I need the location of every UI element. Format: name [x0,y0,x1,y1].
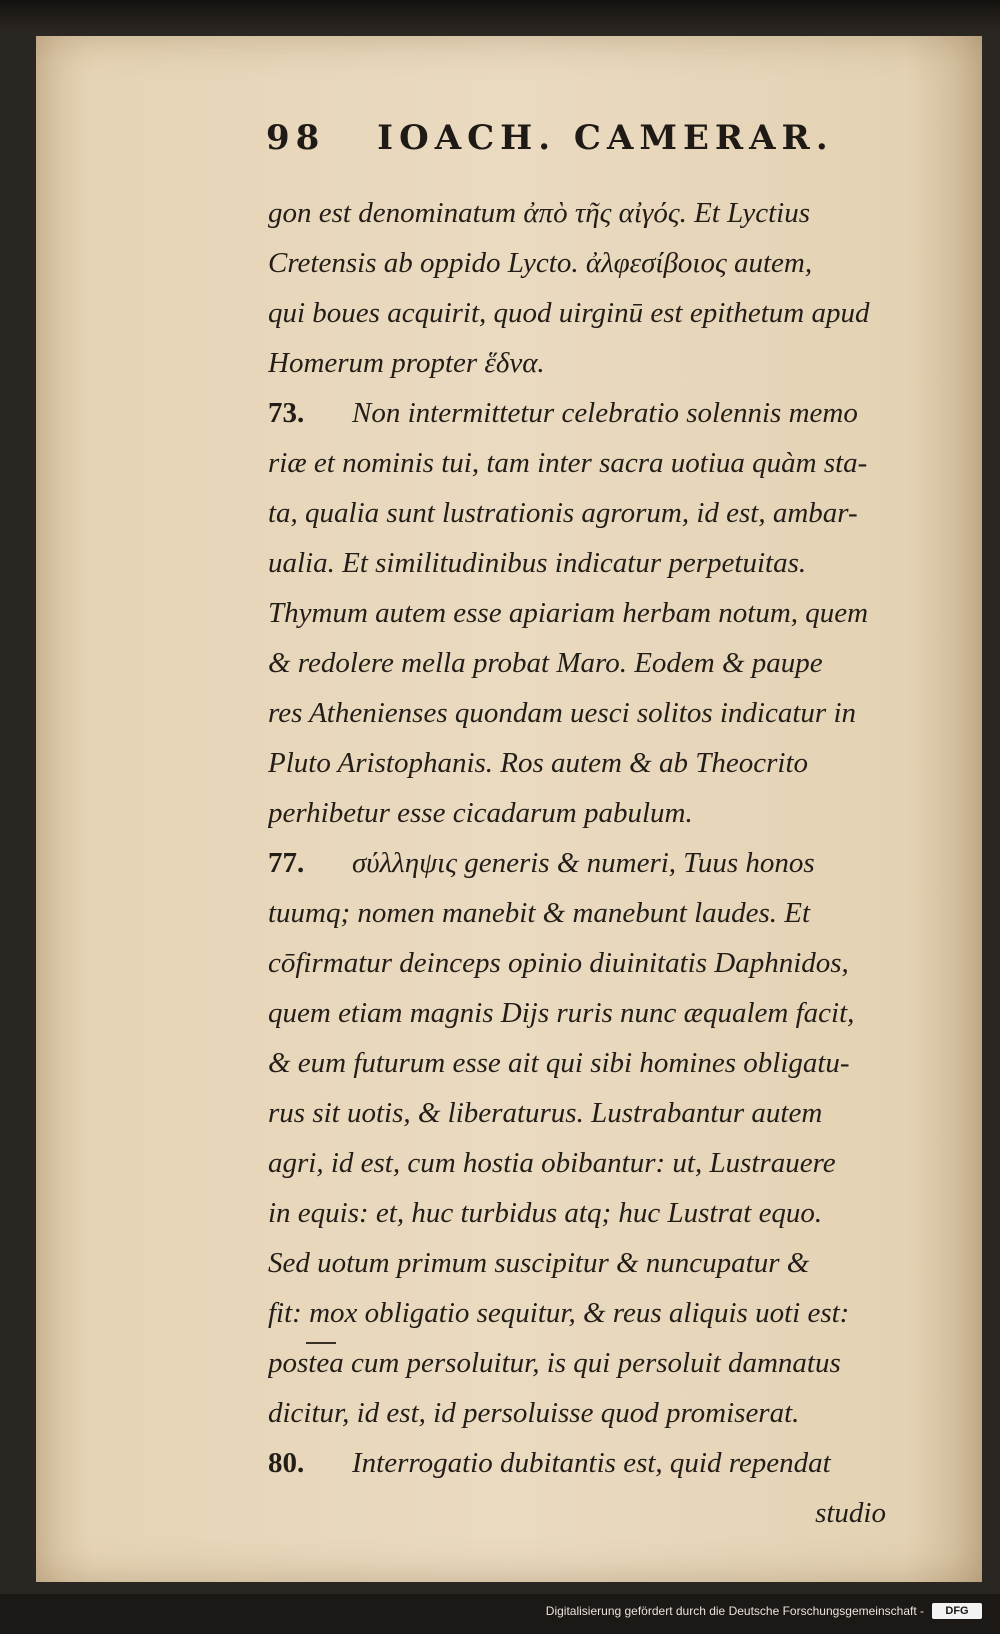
line-text: dicitur, id est, id persoluisse quod promiserat. [268,1397,800,1429]
line-text: Thymum autem esse apiariam herbam notum, quem [268,597,869,629]
text-line [268,388,958,438]
text-line [268,1188,958,1238]
text-line [268,538,958,588]
line-text: Non intermittetur celebratio solennis memo [352,397,858,429]
line-text: agri, id est, cum hostia obibantur: ut, Lustrauere [268,1147,836,1179]
text-line [268,738,958,788]
text-line [268,788,958,838]
text-line [268,1388,958,1438]
line-text: & redolere mella probat Maro. Eodem & paupe [268,647,823,679]
ink-mark [306,1342,336,1344]
line-number: 77. [268,847,305,879]
line-text: & eum futurum esse ait qui sibi homines obligatu- [268,1047,850,1079]
line-text: qui boues acquirit, quod uirginū est epithetum apud [268,297,870,329]
body-text [268,188,958,1538]
line-text: quem etiam magnis Dijs ruris nunc æqualem facit, [268,997,855,1029]
line-text: Interrogatio dubitantis est, quid rependat [352,1447,831,1479]
line-text: perhibetur esse cicadarum pabulum. [268,797,693,829]
text-line [268,888,958,938]
line-text: gon est denominatum ἀπὸ τῆς αἰγός. Et Lyctius [268,197,811,229]
page-number: 98 [266,118,326,158]
line-text: postea cum persoluitur, is qui persoluit damnatus [268,1347,841,1379]
running-header [266,106,886,170]
text-line [268,1138,958,1188]
line-text: ta, qualia sunt lustrationis agrorum, id est, ambar- [268,497,858,529]
line-text: riæ et nominis tui, tam inter sacra uotiua quàm sta- [268,447,868,479]
funding-credit: Digitalisierung gefördert durch die Deutsche Forschungsgemeinschaft - [545,1604,924,1618]
catchword: studio [815,1497,886,1529]
text-line [268,438,958,488]
line-text: in equis: et, huc turbidus atq; huc Lustrat equo. [268,1197,823,1229]
dfg-logo: DFG [932,1603,982,1619]
line-text: tuumq; nomen manebit & manebunt laudes. Et [268,897,811,929]
text-line [268,588,958,638]
text-line [268,688,958,738]
text-line [268,1438,958,1488]
book-page [36,36,982,1582]
line-number: 73. [268,397,305,429]
text-line [268,938,958,988]
text-line [268,638,958,688]
text-line [268,238,958,288]
line-text: fit: mox obligatio sequitur, & reus aliquis uoti est: [268,1297,850,1329]
line-text: rus sit uotis, & liberaturus. Lustrabantur autem [268,1097,823,1129]
line-text: res Athenienses quondam uesci solitos indicatur in [268,697,857,729]
running-title: IOACH. CAMERAR. [377,118,834,158]
text-line [268,488,958,538]
text-line [268,1338,958,1388]
text-line [268,288,958,338]
text-line [268,188,958,238]
text-line [268,988,958,1038]
line-text: Sed uotum primum suscipitur & nuncupatur & [268,1247,810,1279]
text-line [268,338,958,388]
line-text: Cretensis ab oppido Lycto. ἀλφεσίβοιος autem, [268,247,813,279]
line-text: σύλληψις generis & numeri, Tuus honos [352,847,815,879]
text-line [268,838,958,888]
line-text: cōfirmatur deinceps opinio diuinitatis Daphnidos, [268,947,849,979]
text-line [268,1038,958,1088]
line-number: 80. [268,1447,305,1479]
text-line [268,1088,958,1138]
text-line [268,1238,958,1288]
scan-border [0,0,1000,30]
text-line [268,1288,958,1338]
line-text: Homerum propter ἕδνα. [268,347,545,379]
line-text: ualia. Et similitudinibus indicatur perpetuitas. [268,547,807,579]
footer-bar [0,1594,1000,1634]
line-text: Pluto Aristophanis. Ros autem & ab Theocrito [268,747,808,779]
